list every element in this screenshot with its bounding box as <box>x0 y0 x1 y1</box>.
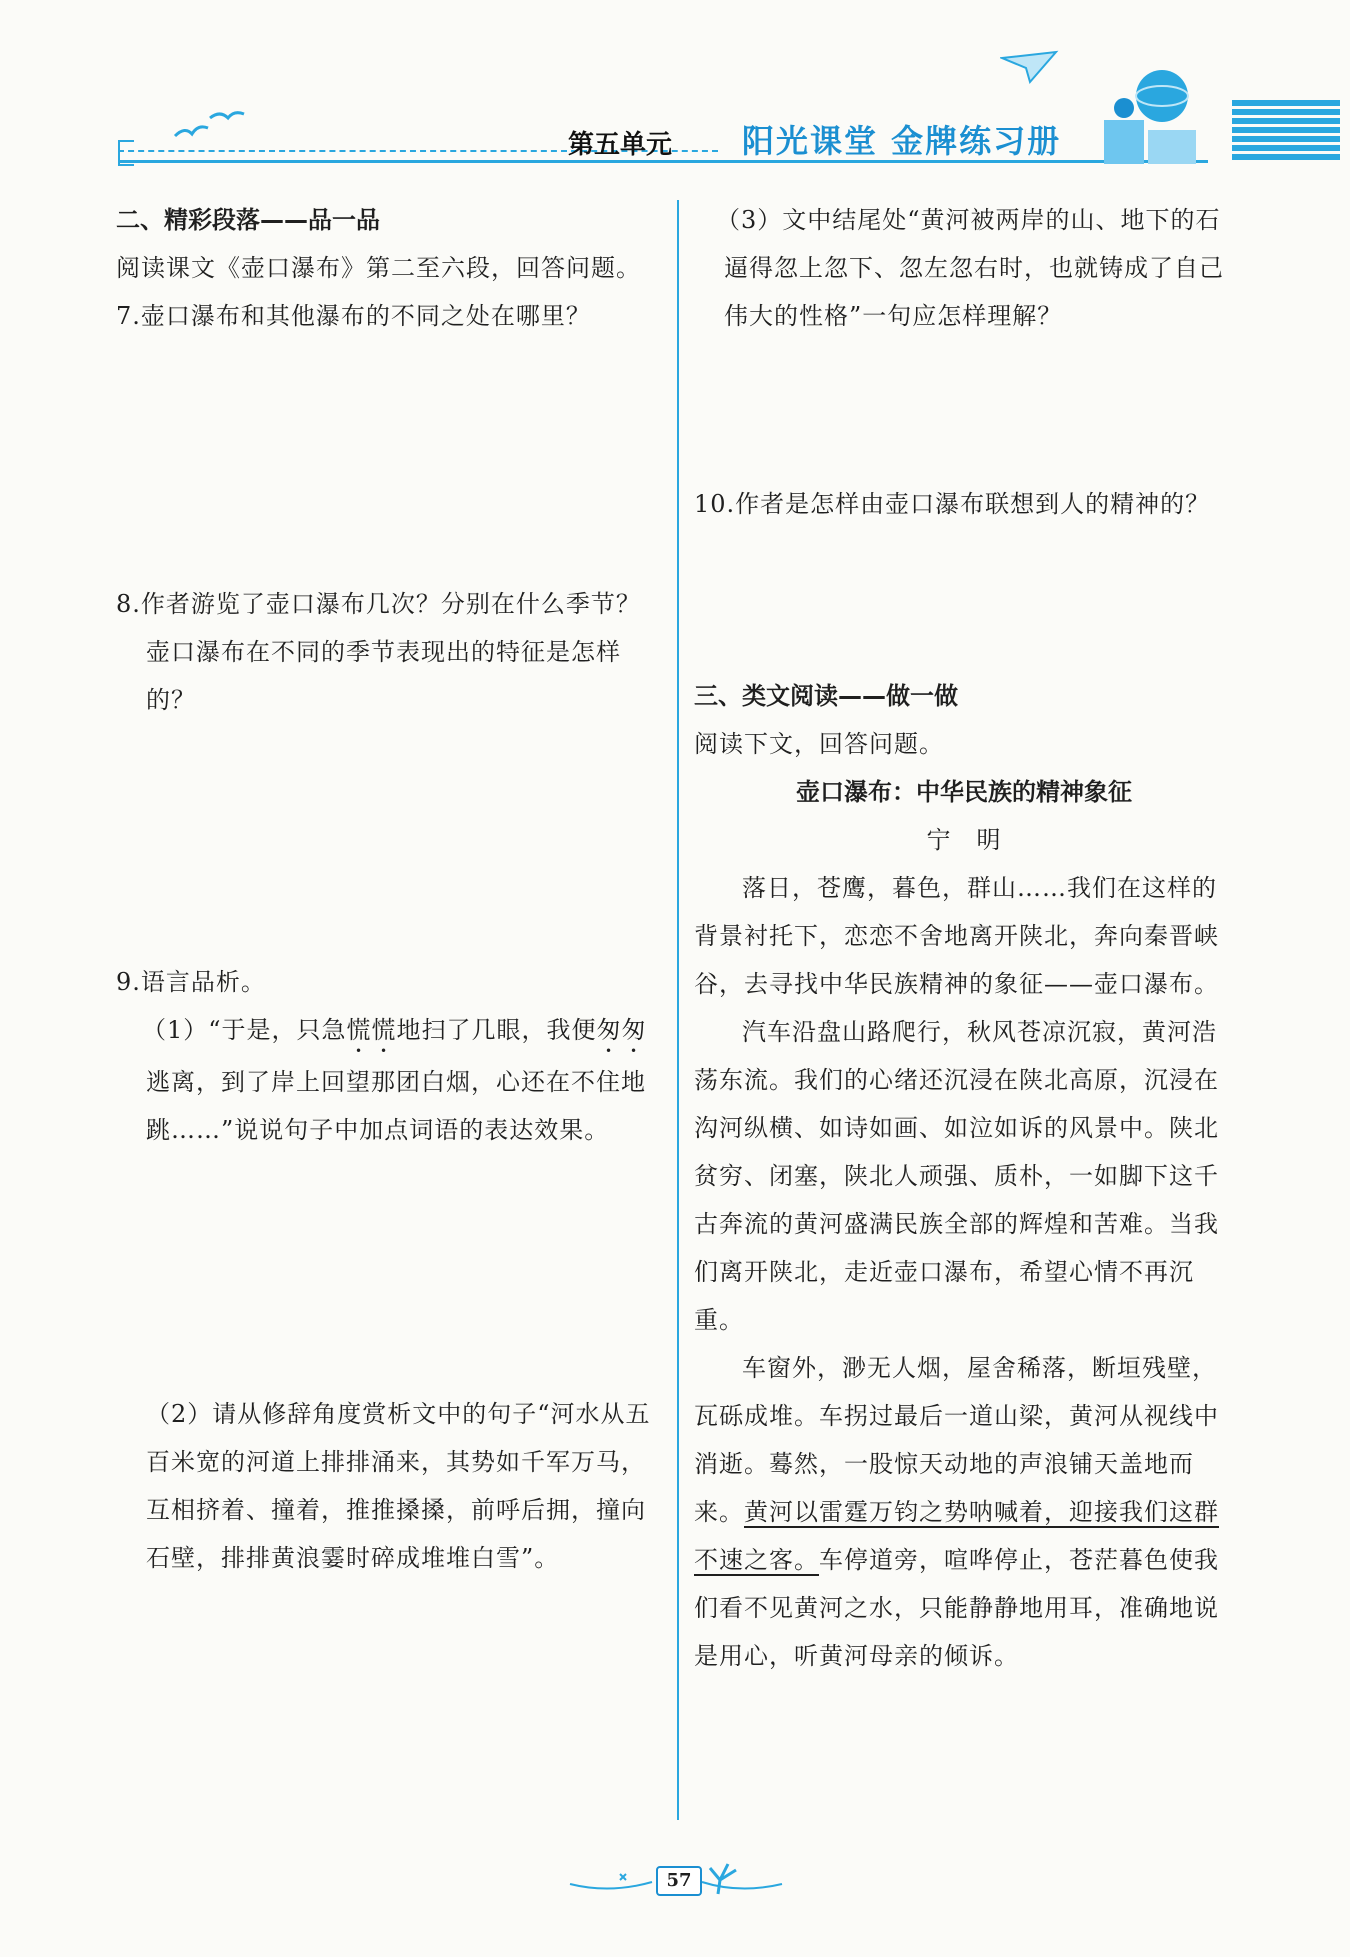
page-header <box>0 0 1350 190</box>
birds-icon <box>170 108 250 148</box>
question-7: 7.壶口瀑布和其他瀑布的不同之处在哪里？ <box>116 302 591 330</box>
article-title: 壶口瀑布：中华民族的精神象征 <box>796 778 1132 806</box>
question-9-part-2: （2）请从修辞角度赏析文中的句子“河水从五百米宽的河道上排排涌来，其势如千军万马，互相挤着、撞着，推推搡搡，前呼后拥，撞向石壁，排排黄浪霎时碎成堆堆白雪”。 <box>146 1400 651 1572</box>
p3-text-before: 车窗外，渺无人烟，屋舍稀落，断垣残壁，瓦砾成堆。车拐过最后一道山梁，黄河从视线中消逝。蓦然，一股惊天动地的声浪铺天盖地而来。 <box>694 1354 1219 1526</box>
question-9-part-3: （3）文中结尾处“黄河被两岸的山、地下的石逼得忽上忽下、忽左忽右时，也就铸成了自己伟大的性格”一句应怎样理解？ <box>716 206 1224 330</box>
answer-space <box>116 340 662 580</box>
globe-icon <box>1090 60 1220 170</box>
page-footer <box>560 1860 790 1900</box>
answer-space <box>116 1154 662 1390</box>
section-three-instruction: 阅读下文，回答问题。 <box>694 730 944 758</box>
article-author: 宁 明 <box>926 826 1002 854</box>
right-column <box>694 196 1234 1680</box>
q9-1-text-after: 逃离，到了岸上回望那团白烟，心还在不住地跳……”说说句子中加点词语的表达效果。 <box>146 1068 646 1144</box>
article-paragraph-1: 落日，苍鹰，暮色，群山……我们在这样的背景衬托下，恋恋不舍地离开陕北，奔向秦晋峡谷，去寻找中华民族精神的象征——壶口瀑布。 <box>694 874 1219 998</box>
header-stripes <box>1232 100 1340 170</box>
underlined-sentence: 黄河以雷霆万钧之势呐喊着，迎接我们这群不速之客。 <box>694 1498 1219 1574</box>
q9-1-text-mid: 地扫了几眼，我便 <box>396 1016 597 1044</box>
section-two-heading: 二、精彩段落——品一品 <box>116 206 380 234</box>
column-divider <box>677 200 679 1820</box>
article-paragraph-3 <box>694 1344 1234 1680</box>
question-9: 9.语言品析。 <box>116 968 266 996</box>
left-column <box>116 196 662 1582</box>
question-10: 10.作者是怎样由壶口瀑布联想到人的精神的？ <box>694 490 1211 518</box>
q9-1-text-before: （1）“于是，只急 <box>142 1016 347 1044</box>
dotted-word-congcong: 匆匆 <box>596 1016 647 1044</box>
page-number: 57 <box>656 1866 702 1896</box>
question-9-part-1 <box>116 1006 662 1154</box>
answer-space <box>694 340 1234 480</box>
unit-label: 第五单元 <box>568 130 673 160</box>
section-two-instruction: 阅读课文《壶口瀑布》第二至六段，回答问题。 <box>116 254 641 282</box>
article-paragraph-2: 汽车沿盘山路爬行，秋风苍凉沉寂，黄河浩荡东流。我们的心绪还沉浸在陕北高原，沉浸在沟河纵横、如诗如画、如泣如诉的风景中。陕北贫穷、闭塞，陕北人顽强、质朴，一如脚下这千古奔流的黄河盛满民族全部的辉煌和苦难。当我们离开陕北，走近壶口瀑布，希望心情不再沉重。 <box>694 1018 1219 1334</box>
p3-text-after: 车停道旁，喧哗停止，苍茫暮色使我们看不见黄河之水，只能静静地用耳，准确地说是用心，听黄河母亲的倾诉。 <box>694 1546 1219 1670</box>
answer-space <box>694 528 1234 672</box>
question-8: 8.作者游览了壶口瀑布几次？分别在什么季节？壶口瀑布在不同的季节表现出的特征是怎样的？ <box>116 590 641 714</box>
answer-space <box>116 724 662 958</box>
brand-title: 阳光课堂 金牌练习册 <box>742 122 1062 160</box>
section-three-heading: 三、类文阅读——做一做 <box>694 682 958 710</box>
dotted-word-huanghuang: 慌慌 <box>346 1016 397 1044</box>
paper-plane-icon <box>1000 48 1060 88</box>
